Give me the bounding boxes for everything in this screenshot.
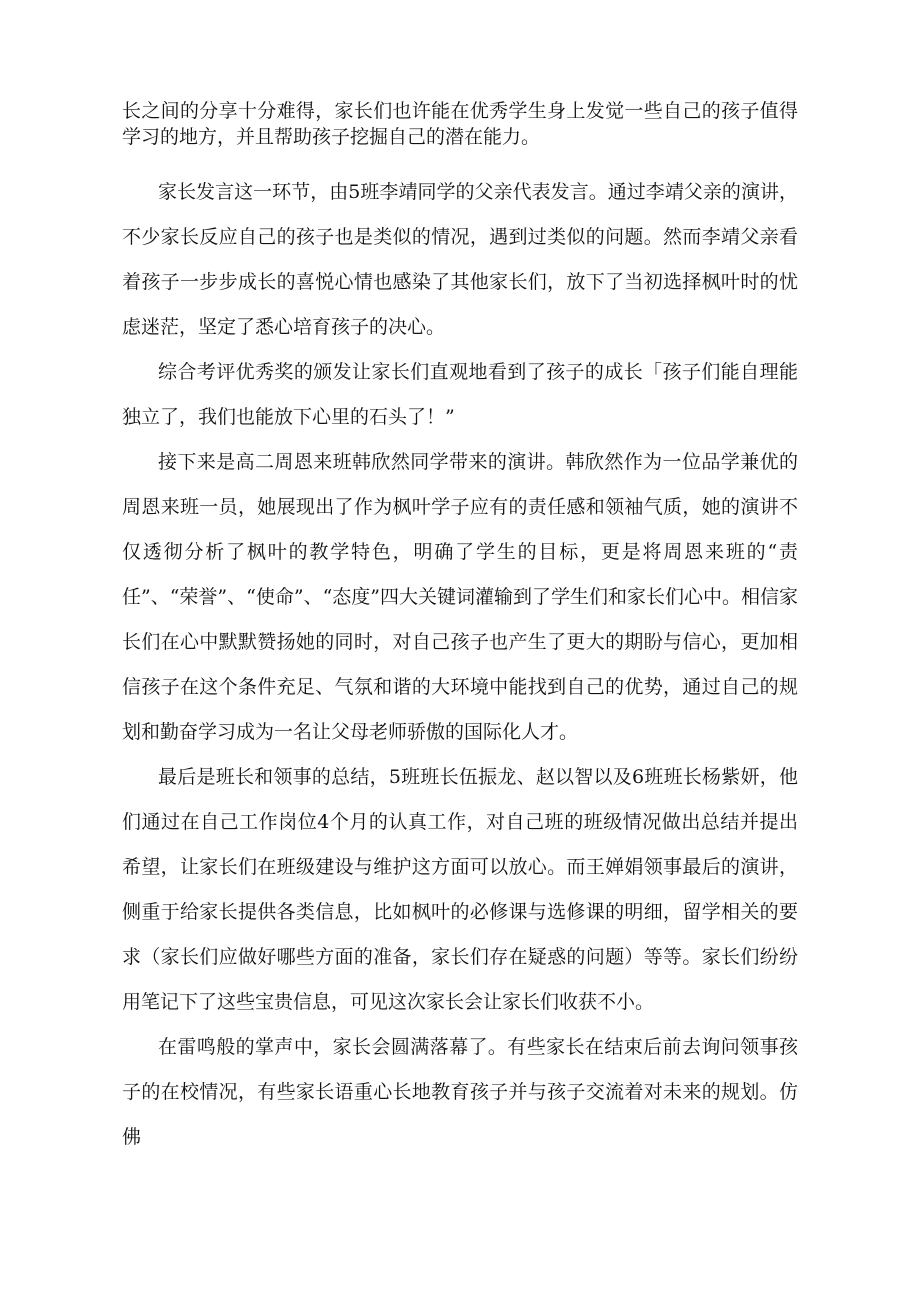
- paragraph-2: 家长发言这一环节，由5班李靖同学的父亲代表发言。通过李靖父亲的演讲，不少家长反应自己的孩子也是类似的情况，遇到过类似的问题。然而李靖父亲看着孩子一步步成长的喜悦心情也感染了其他家长们，放下了当初选择枫叶时的忧虑迷茫，坚定了悉心培育孩子的决心。: [122, 181, 798, 338]
- paragraph-3: 综合考评优秀奖的颁发让家长们直观地看到了孩子的成长「孩子们能自理能独立了，我们也能放下心里的石头了！”: [122, 361, 798, 428]
- paragraph-6: 在雷鸣般的掌声中，家长会圆满落幕了。有些家长在结束后前去询问领事孩子的在校情况，有些家长语重心长地教育孩子并与孩子交流着对未来的规划。仿佛: [122, 1036, 798, 1148]
- paragraph-5: 最后是班长和领事的总结，5班班长伍振龙、赵以智以及6班班长杨紫妍，他们通过在自己工作岗位4个月的认真工作，对自己班的班级情况做出总结并提出希望，让家长们在班级建设与维护这方面可以放心。而王婵娟领事最后的演讲，侧重于给家长提供各类信息，比如枫叶的必修课与选修课的明细，留学相关的要求（家长们应做好哪些方面的准备，家长们存在疑惑的问题）等等。家长们纷纷用笔记下了这些宝贵信息，可见这次家长会让家长们收获不小。: [122, 766, 798, 1013]
- paragraph-4: 接下来是高二周恩来班韩欣然同学带来的演讲。韩欣然作为一位品学兼优的周恩来班一员，她展现出了作为枫叶学子应有的责任感和领袖气质，她的演讲不仅透彻分析了枫叶的教学特色，明确了学生的目标，更是将周恩来班的“责任”、“荣誉”、“使命”、“态度”四大关键词灌输到了学生们和家长们心中。相信家长们在心中默默赞扬她的同时，对自己孩子也产生了更大的期盼与信心，更加相信孩子在这个条件充足、气氛和谐的大环境中能找到自己的优势，通过自己的规划和勤奋学习成为一名让父母老师骄傲的国际化人才。: [122, 451, 798, 743]
- document-body: [122, 98, 798, 1160]
- paragraph-1: 长之间的分享十分难得，家长们也许能在优秀学生身上发觉一些自己的孩子值得学习的地方，并且帮助孩子挖掘自己的潜在能力。: [122, 100, 798, 148]
